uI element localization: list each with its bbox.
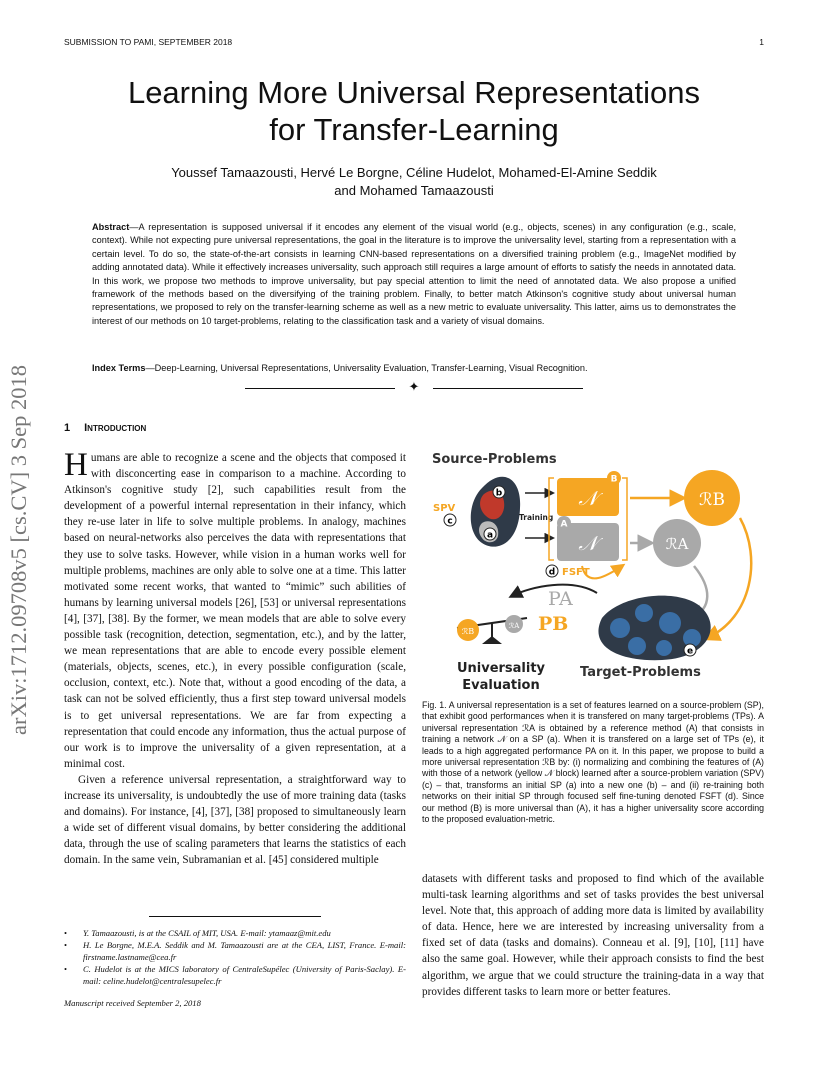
section-heading xyxy=(64,422,146,434)
section-number: 1 xyxy=(64,422,71,434)
network-a-symbol: 𝒩 xyxy=(578,531,598,555)
authors-line-2: and Mohamed Tamaazousti xyxy=(334,183,494,198)
footnote-item: • H. Le Borgne, M.E.A. Seddik and M. Tamaazousti are at the CEA, LIST, France. E-mail: firstname.lastname@cea.fr xyxy=(64,939,406,963)
balance-rb-symbol: ℛB xyxy=(461,627,475,636)
performance-b-label: PB xyxy=(538,613,569,635)
circle-d: d xyxy=(548,567,556,578)
figure-1-diagram xyxy=(422,448,767,696)
paper-title xyxy=(64,74,764,148)
footnote-rule xyxy=(149,916,321,917)
abstract xyxy=(92,221,736,328)
intro-paragraph-2: Given a reference universal representation, a straightforward way to increase its universality, is undoubtedly the use of more training data (tasks and domains). For instance, [4], [37], [38] proposed to simultaneously learn a wide set of different visual domains, by better considering the additional data, through the use of scaling parameters that learns the statistics of each domain. In the same vein, Subramanian et al. [45] considered multiple xyxy=(64,773,406,867)
journal-name: SUBMISSION TO PAMI, SEPTEMBER 2018 xyxy=(64,37,233,47)
universality-eval-line1: Universality xyxy=(456,661,546,676)
circle-a: a xyxy=(486,530,494,541)
separator-star-icon: ✦ xyxy=(408,379,420,394)
running-header xyxy=(64,37,764,47)
intro-paragraph-1 xyxy=(64,447,406,772)
box-a-marker: A xyxy=(560,519,568,530)
arxiv-watermark: arXiv:1712.09708v5 [cs.CV] 3 Sep 2018 xyxy=(6,365,31,735)
circle-e: e xyxy=(686,646,694,657)
figure-caption: Fig. 1. A universal representation is a set of features learned on a source-problem (SP), that exhibit good performances when it is transfered on many target-problems (TPs). A universal representation ℛA is obtained by a reference method (A) that consists in training a network 𝒩 on a SP (a). When it is transfered on a large set of TPs (e), it leads to a high aggregated performance PA on it. In this paper, we propose to build a more universal representation ℛB by: (i) normalizing and combining the features of (A) with those of a network (yellow 𝒩 block) learned after a source-problem variation (SPV) (c) – that, transforms an initial SP (a) into a new one (b) – and (ii) re-training both networks on their initial SP through focused self fine-tuning denoted FSFT (d). Since our method (B) is more universal than (A), it has a higher universality score according to the proposed evaluation-metric. xyxy=(422,700,764,825)
performance-a-label: PA xyxy=(548,588,573,610)
authors xyxy=(64,164,764,200)
spv-label: SPV xyxy=(433,503,456,514)
representation-a-symbol: ℛA xyxy=(665,535,689,553)
fsft-label: FSFT xyxy=(562,567,590,578)
universality-eval-line2: Evaluation xyxy=(462,678,540,693)
training-label: Training xyxy=(519,513,554,522)
circle-b: b xyxy=(495,488,503,499)
title-line-1: Learning More Universal Representations xyxy=(127,75,701,110)
page-number: 1 xyxy=(759,37,764,47)
abstract-text: —A representation is supposed universal if it encodes any element of the visual world (e.g., objects, scenes) in any configuration (e.g., scale, context). While not expecting pure universal representations, the goal in the literature is to improve the universality level, starting from a representation with a certain level. To do so, the state-of-the-art consists in learning CNN-based representations on a diversified training problem (e.g., ImageNet modified by adding annotated data). While it effectively increases universality, such approach still requires a large amount of efforts to satisfy the needs in annotated data. In this work, we propose two methods to improve universality, but pay special attention to limit the need of annotated data. We also propose a unified framework of the methods based on the diversifying of the training problem. Finally, to better match Atkinson's cognitive study about universal human representations, we proposed to rely on the transfer-learning scheme as well as a new metric to evaluate universality. This latter, aims us to demonstrates the interest of our methods on 10 target-problems, relating to the classification task and a variety of visual domains. xyxy=(92,222,736,326)
source-problems-label: Source-Problems xyxy=(432,452,557,467)
section-title: Introduction xyxy=(84,422,147,434)
intro-p1-text: umans are able to recognize a scene and the objects that composed it with disconcerting ease in comparison to a machine. According to Atkinson's cognitive study [2], such capabilities result from the development of a powerful internal representation in their infancy, which they re-use later in life to solve multiple problems. In analogy, machines based on neural-networks also perceives the data with representations that they use to solve tasks. However, while vision in a human works well for multiple problems, machines are only able to solve one at a time. This latter motivated some recent works, that wanted to “mimic” such abilities of humans by learning universal models [26], [53] or universal representations [4], [37], [38]. By the former, we mean models that are able to solve every possible task (recognition, detection, segmentation, etc.), and by the latter, we mean representations that are able to encode every possible element (materials, objects, scenes, etc.), in every possible configuration (scale, occlusion, context, etc.). Note that, without a good encoding of the data, a task can not be solved efficiently, thus a first step toward universal models is to get universal representations. We are far from expecting a representation that could encode any information, thus the actual purpose of our work is to improve the universality of a given representation, at a minimal cost. xyxy=(64,452,406,770)
representation-b-symbol: ℛB xyxy=(698,490,726,510)
balance-ra-symbol: ℛA xyxy=(508,622,520,630)
footnote-item: • C. Hudelot is at the MICS laboratory of CentraleSupélec (University of Paris-Saclay). E-mail: celine.hudelot@centralesupelec.fr xyxy=(64,963,406,987)
separator xyxy=(245,381,583,395)
box-b-marker: B xyxy=(610,474,618,485)
authors-line-1: Youssef Tamaazousti, Hervé Le Borgne, Céline Hudelot, Mohamed-El-Amine Seddik xyxy=(171,165,657,180)
circle-c: c xyxy=(447,516,453,527)
target-problems-label: Target-Problems xyxy=(580,665,701,680)
index-terms-label: Index Terms xyxy=(92,363,146,373)
index-terms-text: —Deep-Learning, Universal Representations, Universality Evaluation, Transfer-Learning, Visual Recognition. xyxy=(145,363,588,373)
footnotes xyxy=(64,927,406,987)
right-column-text xyxy=(422,871,764,1000)
title-line-2: for Transfer-Learning xyxy=(269,112,559,147)
manuscript-note: Manuscript received September 2, 2018 xyxy=(64,998,201,1008)
index-terms xyxy=(92,362,736,375)
intro-column xyxy=(64,447,406,868)
abstract-label: Abstract xyxy=(92,222,130,232)
footnote-item: • Y. Tamaazousti, is at the CSAIL of MIT, USA. E-mail: ytamaaz@mit.edu xyxy=(64,927,406,939)
network-b-symbol: 𝒩 xyxy=(578,486,598,510)
drop-cap: H xyxy=(64,447,88,483)
right-column-paragraph: datasets with different tasks and proposed to find which of the available multi-task learning algorithms and set of tasks provides the best universal level. Note that, this approach of adding more data is limited by availability of data. Hence, here we are interested by increasing universality from a fixed set of data (tasks and domains). Conneau et al. [9], [10], [11] have also the same goal. However, while their approach consists to find the best algorithm, we argue that we could structure the training-data in a way that provides different tasks to learn more or better features. xyxy=(422,873,764,998)
